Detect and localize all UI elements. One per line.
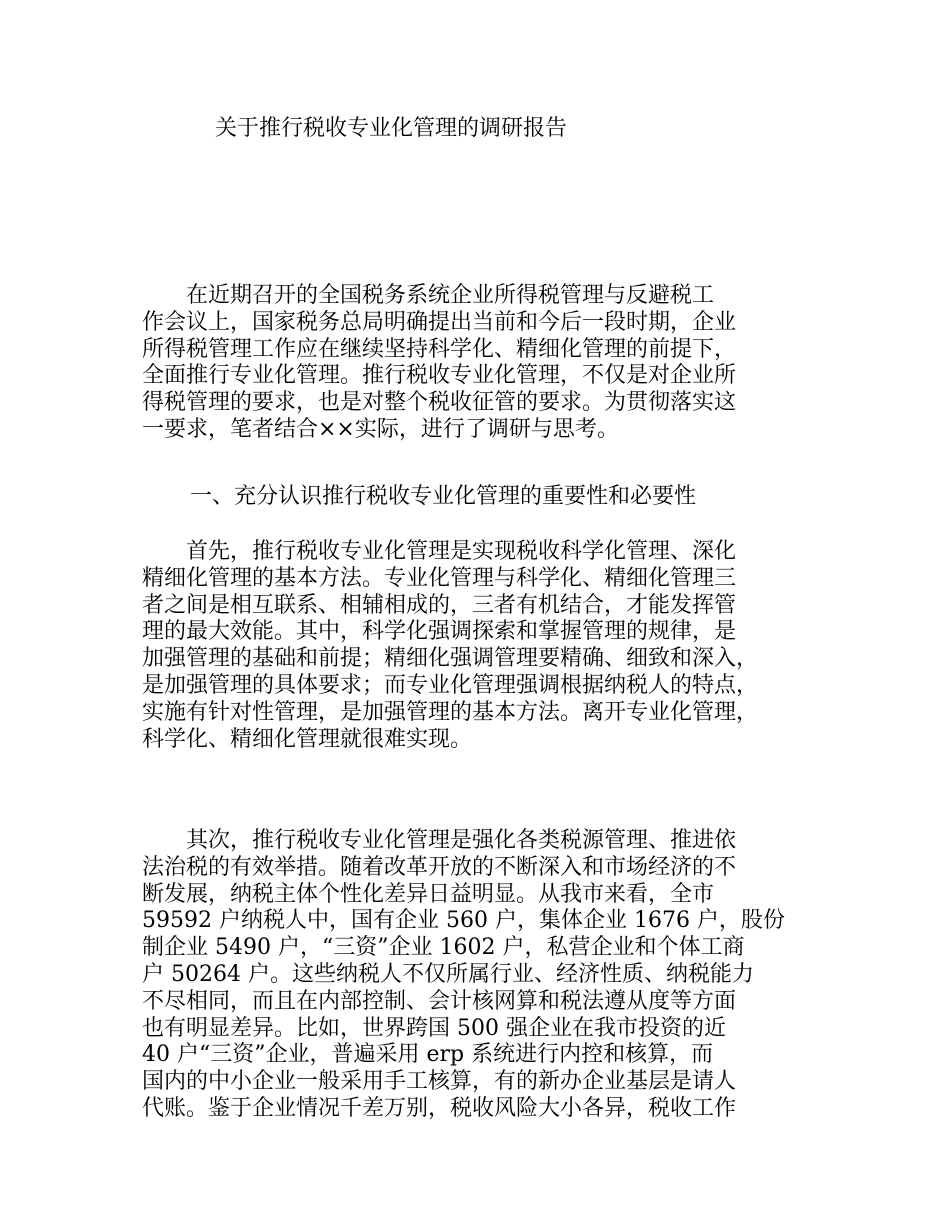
text-line: 在近期召开的全国税务系统企业所得税管理与反避税工 [142, 283, 715, 308]
text-line: 也有明显差异。比如，世界跨国 500 强企业在我市投资的近 [142, 1015, 726, 1041]
text-line: 所得税管理工作应在继续坚持科学化、精细化管理的前提下， [142, 336, 737, 362]
text-line: 户 50264 户。这些纳税人不仅所属行业、经济性质、纳税能力 [142, 961, 754, 987]
text-line: 代账。鉴于企业情况千差万别，税收风险大小各异，税收工作 [142, 1095, 737, 1121]
text-line: 是加强管理的具体要求；而专业化管理强调根据纳税人的特点， [142, 672, 759, 698]
section-heading: 一、充分认识推行税收专业化管理的重要性和必要性 [190, 484, 697, 509]
text-line: 其次，推行税收专业化管理是强化各类税源管理、推进依 [142, 828, 737, 853]
text-line: 精细化管理的基本方法。专业化管理与科学化、精细化管理三 [142, 565, 737, 591]
text-line: 国内的中小企业一般采用手工核算，有的新办企业基层是请人 [142, 1069, 737, 1095]
intro-paragraph [142, 283, 832, 444]
text-line: 得税管理的要求，也是对整个税收征管的要求。为贯彻落实这 [142, 390, 737, 416]
text-line: 法治税的有效举措。随着改革开放的不断深入和市场经济的不 [142, 854, 737, 880]
paragraph-first [142, 539, 832, 753]
text-line: 断发展，纳税主体个性化差异日益明显。从我市来看，全市 [142, 881, 715, 907]
text-line: 全面推行专业化管理。推行税收专业化管理，不仅是对企业所 [142, 363, 737, 389]
paragraph-second [142, 828, 832, 1123]
text-line: 一要求，笔者结合××实际，进行了调研与思考。 [142, 416, 619, 442]
text-line: 科学化、精细化管理就很难实现。 [142, 726, 473, 752]
text-line: 者之间是相互联系、相辅相成的，三者有机结合，才能发挥管 [142, 592, 737, 618]
text-line: 实施有针对性管理，是加强管理的基本方法。离开专业化管理， [142, 699, 759, 725]
document-title: 关于推行税收专业化管理的调研报告 [215, 116, 568, 141]
text-line: 59592 户纳税人中，国有企业 560 户，集体企业 1676 户，股份 [142, 908, 785, 934]
text-line: 不尽相同，而且在内部控制、会计核网算和税法遵从度等方面 [142, 988, 737, 1014]
text-line: 40 户“三资”企业，普遍采用 erp 系统进行内控和核算，而 [142, 1042, 714, 1068]
text-line: 制企业 5490 户，“三资”企业 1602 户，私营企业和个体工商 [142, 935, 745, 961]
text-line: 作会议上，国家税务总局明确提出当前和今后一段时期，企业 [142, 309, 737, 335]
text-line: 理的最大效能。其中，科学化强调探索和掌握管理的规律，是 [142, 619, 737, 645]
text-line: 加强管理的基础和前提；精细化强调管理要精确、细致和深入， [142, 646, 759, 672]
text-line: 首先，推行税收专业化管理是实现税收科学化管理、深化 [142, 539, 737, 564]
